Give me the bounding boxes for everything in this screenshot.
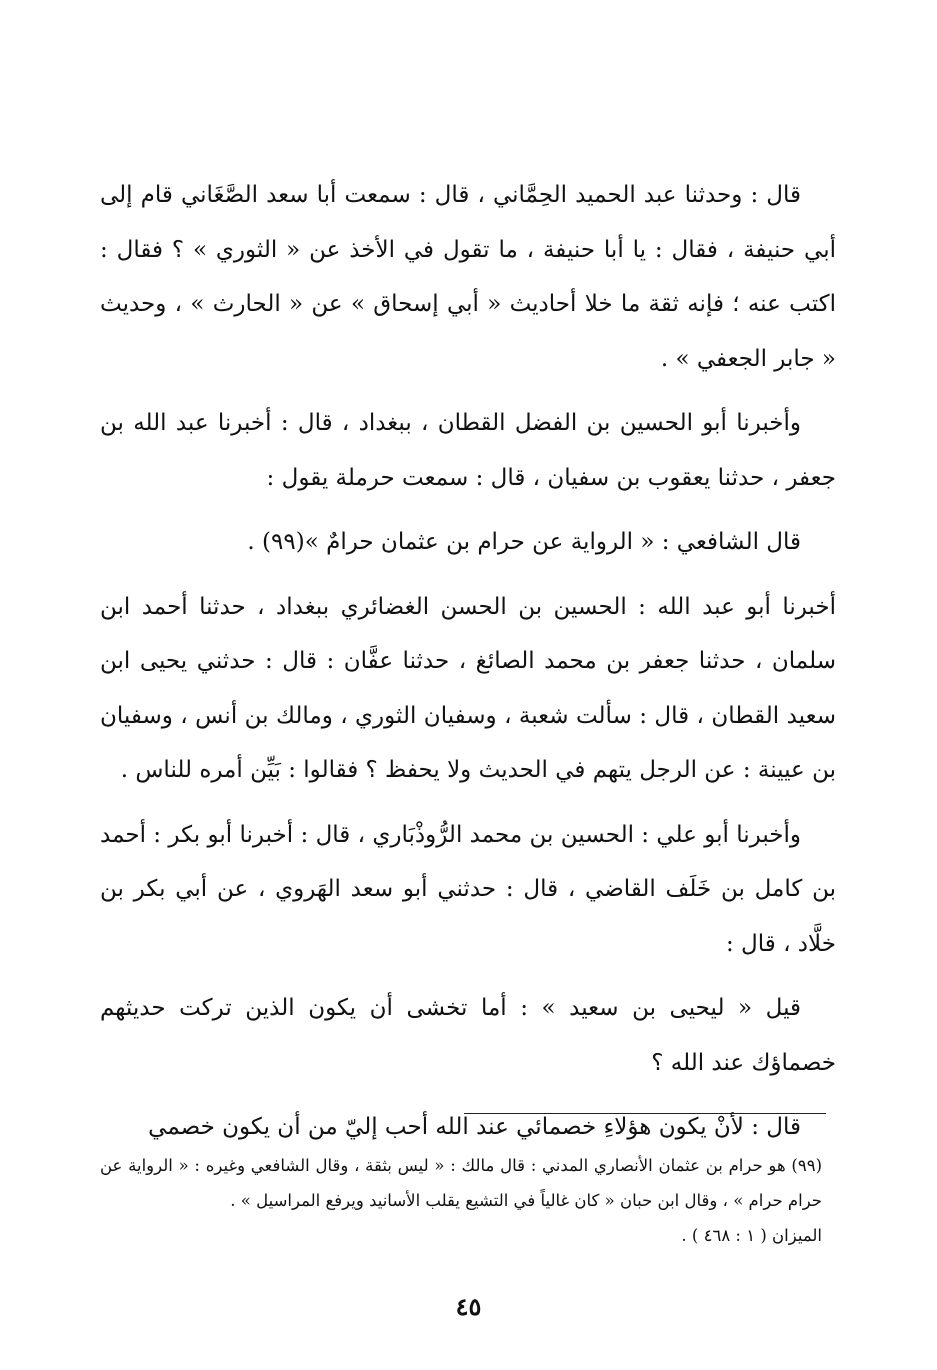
paragraph-4: أخبرنا أبو عبد الله : الحسين بن الحسن الغضائري ببغداد ، حدثنا أحمد ابن سلمان ، حدثنا جعفر بن محمد الصائغ ، حدثنا عفَّان : قال : حدثني يحيى ابن سعيد القطان ، قال : سألت شعبة ، وسفيان الثوري ، ومالك بن أنس ، وسفيان بن عيينة : عن الرجل يتهم في الحديث ولا يحفظ ؟ فقالوا : بَيِّن أمره للناس .	[100, 593, 836, 783]
footnote-divider	[464, 1113, 826, 1114]
paragraph-7: قال : لأنْ يكون هؤلاءِ خصمائي عند الله أحب إليّ من أن يكون خصمي	[148, 1114, 801, 1140]
paragraph-3: قال الشافعي : « الرواية عن حرام بن عثمان حرامٌ »(٩٩) .	[247, 529, 801, 555]
footnote-reference: الميزان ( ١ : ٤٦٨ ) .	[681, 1226, 822, 1245]
footnote	[100, 1148, 822, 1253]
paragraph-1: قال : وحدثنا عبد الحميد الحِمَّاني ، قال : سمعت أبا سعد الصَّغَاني قام إلى أبي حنيفة ، فقال : يا أبا حنيفة ، ما تقول في الأخذ عن « الثوري » ؟ فقال : اكتب عنه ؛ فإنه ثقة ما خلا أحاديث « أبي إسحاق » عن « الحارث » ، وحديث « جابر الجعفي » .	[100, 182, 836, 372]
main-text	[100, 168, 836, 1165]
paragraph-5: وأخبرنا أبو علي : الحسين بن محمد الرُّوذْبَاري ، قال : أخبرنا أبو بكر : أحمد بن كامل بن خَلَف القاضي ، قال : حدثني أبو سعد الهَروي ، عن أبي بكر بن خلَّاد ، قال :	[100, 821, 836, 957]
paragraph-2: وأخبرنا أبو الحسين بن الفضل القطان ، ببغداد ، قال : أخبرنا عبد الله بن جعفر ، حدثنا يعقوب بن سفيان ، قال : سمعت حرملة يقول :	[100, 410, 836, 491]
page-number: ٤٥	[455, 1292, 482, 1321]
footnote-text: (٩٩) هو حرام بن عثمان الأنصاري المدني : قال مالك : « ليس بثقة ، وقال الشافعي وغيره : « الرواية عن حرام حرام » ، وقال ابن حبان « كان غالياً في التشيع يقلب الأسانيد ويرفع المراسيل » .	[100, 1156, 822, 1210]
paragraph-6: قيل « ليحيى بن سعيد » : أما تخشى أن يكون الذين تركت حديثهم خصماؤك عند الله ؟	[100, 995, 836, 1076]
